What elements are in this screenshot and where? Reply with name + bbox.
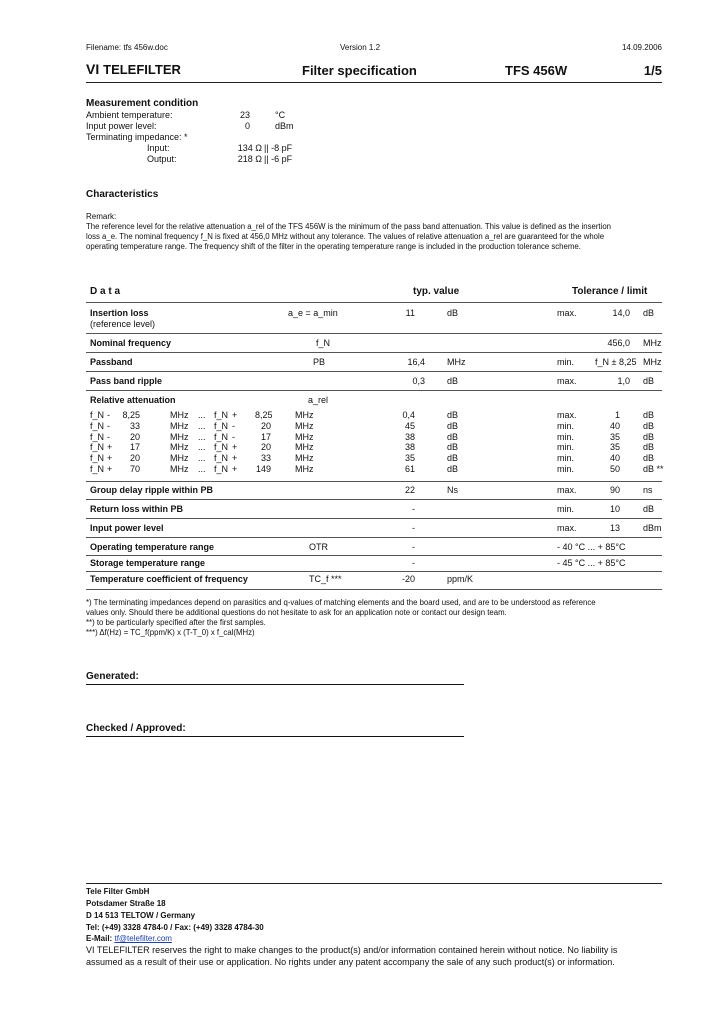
row-limit: 13: [609, 523, 620, 533]
row-unit: dB: [447, 464, 459, 474]
relative-attenuation-symbol: a_rel: [308, 395, 329, 405]
checked-signature-line: [86, 736, 464, 737]
row-offset-unit: MHz: [295, 442, 314, 453]
footer-city: D 14 513 TELTOW / Germany: [86, 911, 196, 920]
row-freq-symbol: f_N: [90, 464, 105, 474]
table-rule: [86, 371, 662, 372]
row-offset-unit: MHz: [170, 420, 189, 431]
row-limit-unit: MHz: [643, 338, 662, 348]
row-offset-unit: MHz: [295, 453, 314, 464]
row-limit-unit: dB: [643, 453, 655, 464]
row-label: Insertion loss: [90, 308, 149, 318]
row-freq-symbol: f_N: [214, 420, 229, 431]
footer-tel: Tel: (+49) 3328 4784-0 / Fax: (+49) 3328 4784-30: [86, 923, 264, 932]
row-limit: 1: [614, 410, 620, 420]
row-typ: -: [412, 558, 415, 568]
row-label: Return loss within PB: [90, 504, 184, 514]
row-limit-unit: ns: [643, 485, 653, 495]
row-freq-symbol: f_N: [90, 431, 105, 442]
row-limit-unit: dB: [643, 504, 655, 514]
table-head-data: D a t a: [90, 286, 121, 297]
row-kind: max.: [557, 485, 577, 495]
table-rule: [86, 555, 662, 556]
meas-label: Ambient temperature:: [86, 110, 173, 120]
disclaimer-line: assumed as a result of their use or application. No rights under any patent accompany the sale of any such product(s) or information.: [86, 957, 615, 967]
row-limit: 40: [609, 453, 620, 464]
row-limit: 456,0: [607, 338, 630, 348]
row-kind: min.: [557, 431, 575, 442]
row-typ: 11: [405, 308, 415, 318]
row-offset: 17: [260, 431, 271, 442]
row-kind: min.: [557, 453, 575, 464]
footer-company: Tele Filter GmbH: [86, 887, 150, 896]
row-kind: max.: [557, 308, 577, 318]
row-kind: max.: [557, 410, 577, 420]
row-label: Group delay ripple within PB: [90, 485, 214, 495]
row-offset: 20: [129, 431, 140, 442]
footer-email: [86, 934, 172, 943]
row-kind: max.: [557, 523, 577, 533]
row-limit-unit: dB **: [643, 464, 664, 474]
row-unit: dB: [447, 420, 459, 431]
row-offset: 20: [129, 453, 140, 464]
row-symbol: PB: [313, 357, 326, 367]
meas-value: 23: [239, 110, 250, 120]
row-limit-unit: MHz: [643, 357, 662, 367]
row-unit: MHz: [447, 357, 466, 367]
table-rule: [86, 481, 662, 482]
row-kind: min.: [557, 442, 575, 453]
row-typ: 38: [404, 431, 415, 442]
row-range: - 40 °C ... + 85°C: [557, 542, 626, 552]
disclaimer-line: VI TELEFILTER reserves the right to make changes to the product(s) and/or information contained herein without notice. No liability is: [86, 945, 618, 955]
page-number: 1/5: [643, 63, 662, 78]
row-freq-symbol: f_N: [214, 453, 229, 464]
company-logo: [86, 61, 181, 77]
row-sign: +: [232, 453, 238, 464]
row-limit: 14,0: [612, 308, 630, 318]
row-limit-unit: dB: [643, 308, 655, 318]
row-range-dots: ...: [198, 431, 206, 442]
row-offset: 17: [129, 442, 140, 453]
remark-line: operating temperature range. The frequency shift of the filter in the operating temperature range is included in the production tolerance scheme.: [86, 242, 581, 251]
row-limit: 35: [609, 431, 620, 442]
row-typ: -: [412, 504, 415, 514]
row-freq-symbol: f_N: [90, 420, 105, 431]
row-limit: f_N ± 8,25: [595, 357, 637, 367]
row-range-dots: ...: [198, 453, 206, 464]
row-limit: 35: [609, 442, 620, 453]
row-freq-symbol: f_N: [214, 431, 229, 442]
row-sign: +: [107, 464, 113, 474]
row-typ: 16,4: [407, 357, 425, 367]
row-kind: min.: [557, 504, 575, 514]
row-limit-unit: dB: [643, 431, 655, 442]
row-kind: min.: [557, 357, 575, 367]
row-offset-unit: MHz: [295, 464, 314, 474]
footnote: **) to be particularly specified after the first samples.: [86, 618, 266, 627]
row-symbol: a_e = a_min: [288, 308, 338, 318]
logo-mark: VI: [86, 61, 100, 77]
remark-line: loss a_e. The nominal frequency f_N is fixed at 456,0 MHz without any tolerance. The values of relative attenuation a_rel are guaranteed for the whole: [86, 232, 605, 241]
table-rule: [86, 333, 662, 334]
row-symbol: OTR: [309, 542, 328, 552]
row-limit: 1,0: [617, 376, 630, 386]
row-offset-unit: MHz: [295, 410, 314, 420]
product-name: TFS 456W: [505, 63, 568, 78]
row-offset: 70: [129, 464, 140, 474]
row-typ: -: [412, 542, 415, 552]
table-rule: [86, 390, 662, 391]
row-sign: -: [107, 410, 110, 420]
row-kind: min.: [557, 420, 575, 431]
row-sign: +: [232, 464, 238, 474]
row-typ: -20: [402, 574, 416, 584]
row-limit-unit: dB: [643, 376, 655, 386]
header-rule: [86, 82, 662, 83]
doc-title: Filter specification: [302, 63, 417, 78]
logo-name: TELEFILTER: [103, 62, 181, 77]
row-sign: +: [232, 442, 238, 453]
meas-unit: dBm: [275, 121, 294, 131]
row-limit: 10: [609, 504, 620, 514]
meas-unit: || -6 pF: [264, 154, 293, 164]
row-unit: dB: [447, 453, 459, 464]
footnote: *) The terminating impedances depend on parasitics and q-values of matching elements and the board used, and are to be understood as reference: [86, 598, 596, 607]
row-offset: 149: [255, 464, 271, 474]
row-typ: 0,4: [402, 410, 415, 420]
row-unit: Ns: [447, 485, 458, 495]
row-label: Storage temperature range: [90, 558, 206, 568]
checked-label: Checked / Approved:: [86, 723, 186, 734]
row-unit: dB: [447, 308, 459, 318]
row-range-dots: ...: [198, 420, 206, 431]
table-head-typ: typ. value: [413, 286, 460, 297]
row-label: Input power level: [90, 523, 164, 533]
row-offset-unit: MHz: [170, 453, 189, 464]
row-symbol: TC_f ***: [309, 574, 342, 584]
row-sign: +: [107, 442, 113, 453]
row-sign: +: [107, 453, 113, 464]
row-offset-unit: MHz: [295, 420, 314, 431]
footer-street: Potsdamer Straße 18: [86, 899, 166, 908]
row-label: Passband: [90, 357, 133, 367]
row-sublabel: (reference level): [90, 319, 156, 329]
meas-label: Output:: [147, 154, 177, 164]
meas-value: 134 Ω: [237, 143, 262, 153]
meas-unit: °C: [275, 110, 286, 120]
row-offset-unit: MHz: [170, 442, 189, 453]
row-unit: dB: [447, 431, 459, 442]
row-label: Pass band ripple: [90, 376, 163, 386]
row-offset: 20: [260, 442, 271, 453]
table-rule: [86, 302, 662, 303]
remark-line: The reference level for the relative attenuation a_rel of the TFS 456W is the minimum of the pass band attenuation. This value is defined as the insertion: [86, 222, 611, 231]
row-unit: dB: [447, 376, 459, 386]
row-offset: 33: [129, 420, 140, 431]
table-rule: [86, 537, 662, 538]
row-sign: -: [107, 420, 110, 431]
email-link[interactable]: tf@telefilter.com: [114, 934, 172, 943]
row-limit-unit: dB: [643, 442, 655, 453]
row-offset: 8,25: [122, 410, 140, 420]
footnote: ***) Δf(Hz) = TC_f(ppm/K) x (T-T_0) x f_cal(MHz): [86, 628, 255, 637]
row-unit: dB: [447, 410, 459, 420]
meas-label: Input:: [147, 143, 170, 153]
row-freq-symbol: f_N: [90, 453, 105, 464]
generated-label: Generated:: [86, 671, 139, 682]
row-freq-symbol: f_N: [214, 442, 229, 453]
footnote: values only. Should there be additional questions do not hesitate to ask for an application note or contact our design team.: [86, 608, 507, 617]
row-unit: dB: [447, 442, 459, 453]
row-sign: -: [107, 431, 110, 442]
measurement-heading: Measurement condition: [86, 98, 199, 109]
row-freq-symbol: f_N: [214, 410, 229, 420]
row-typ: 45: [404, 420, 415, 431]
row-sign: +: [232, 410, 238, 420]
doc-date: 14.09.2006: [621, 43, 662, 52]
row-kind: min.: [557, 464, 575, 474]
table-rule: [86, 352, 662, 353]
generated-signature-line: [86, 684, 464, 685]
row-range: - 45 °C ... + 85°C: [557, 558, 626, 568]
row-sign: -: [232, 431, 235, 442]
row-offset-unit: MHz: [295, 431, 314, 442]
row-typ: 0,3: [412, 376, 425, 386]
row-limit: 90: [609, 485, 620, 495]
table-rule: [86, 499, 662, 500]
row-sign: -: [232, 420, 235, 431]
meas-label: Input power level:: [86, 121, 157, 131]
footer-rule: [86, 883, 662, 884]
row-label: Operating temperature range: [90, 542, 215, 552]
row-offset-unit: MHz: [170, 410, 189, 420]
row-limit-unit: dB: [643, 420, 655, 431]
row-label: Temperature coefficient of frequency: [90, 574, 248, 584]
row-symbol: f_N: [316, 338, 331, 348]
row-range-dots: ...: [198, 442, 206, 453]
row-typ: 38: [404, 442, 415, 453]
table-rule: [86, 589, 662, 590]
row-limit-unit: dB: [643, 410, 655, 420]
row-freq-symbol: f_N: [90, 442, 105, 453]
characteristics-heading: Characteristics: [86, 189, 159, 200]
row-label: Nominal frequency: [90, 338, 172, 348]
row-offset-unit: MHz: [170, 431, 189, 442]
meas-label: Terminating impedance: *: [86, 132, 188, 142]
remark-label: Remark:: [86, 212, 117, 221]
row-range-dots: ...: [198, 464, 206, 474]
version: Version 1.2: [340, 43, 381, 52]
meas-value: 218 Ω: [237, 154, 262, 164]
row-freq-symbol: f_N: [90, 410, 105, 420]
row-offset-unit: MHz: [170, 464, 189, 474]
row-limit: 40: [609, 420, 620, 431]
row-kind: max.: [557, 376, 577, 386]
row-typ: 35: [404, 453, 415, 464]
meas-unit: || -8 pF: [264, 143, 293, 153]
table-rule: [86, 518, 662, 519]
row-typ: 22: [404, 485, 415, 495]
row-offset: 20: [260, 420, 271, 431]
relative-attenuation-label: Relative attenuation: [90, 395, 176, 405]
table-rule: [86, 571, 662, 572]
row-offset: 33: [260, 453, 271, 464]
row-freq-symbol: f_N: [214, 464, 229, 474]
row-typ: -: [412, 523, 415, 533]
row-typ: 61: [404, 464, 415, 474]
row-range-dots: ...: [198, 410, 206, 420]
table-head-tolerance: Tolerance / limit: [572, 286, 648, 297]
row-unit: ppm/K: [447, 574, 474, 584]
email-label: E-Mail:: [86, 934, 113, 943]
row-offset: 8,25: [255, 410, 273, 420]
row-limit-unit: dBm: [643, 523, 662, 533]
meas-value: 0: [244, 121, 250, 131]
row-limit: 50: [609, 464, 620, 474]
filename: Filename: tfs 456w.doc: [86, 43, 168, 52]
